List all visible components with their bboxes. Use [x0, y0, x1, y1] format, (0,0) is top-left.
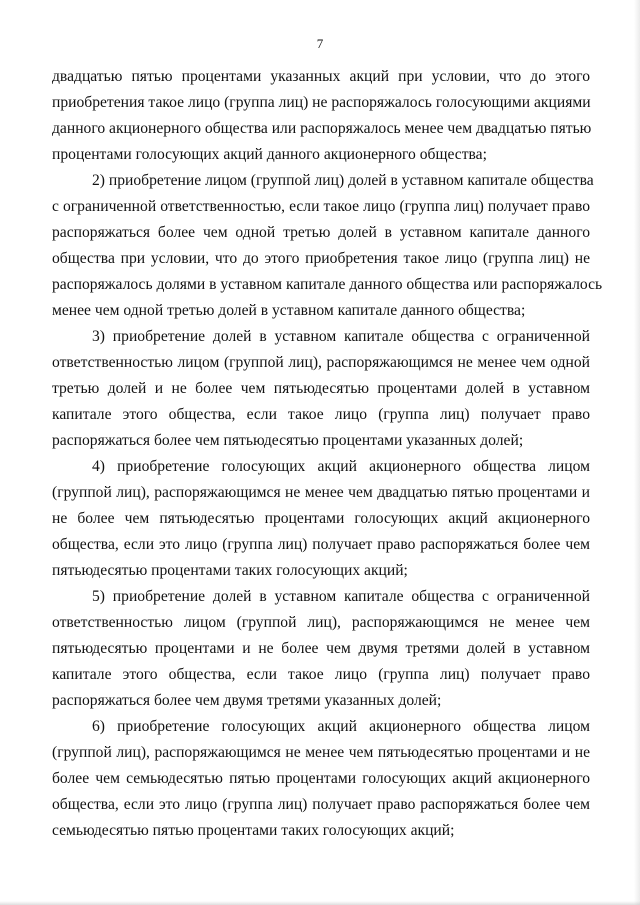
- text-line: менее чем одной третью долей в уставном капитале данного общества;: [52, 302, 526, 319]
- text-line: пятьюдесятью процентами и не более чем двумя третями долей в уставном: [52, 640, 590, 657]
- paragraph-continuation: [52, 64, 590, 168]
- paragraph-item-2: [52, 168, 603, 324]
- text-line: 2) приобретение лицом (группой лиц) долей в уставном капитале общества: [92, 172, 594, 189]
- text-line: 4) приобретение голосующих акций акционерного общества лицом: [92, 458, 590, 475]
- page-edge-shadow: [634, 0, 640, 905]
- page-bottom-shadow: [0, 901, 640, 905]
- text-line: более чем семьюдесятью пятью процентами голосующих акций акционерного: [52, 770, 590, 787]
- paragraph-item-6: [52, 714, 590, 844]
- text-line: распоряжаться более чем двумя третями указанных долей;: [52, 692, 442, 709]
- text-line: приобретения такое лицо (группа лиц) не распоряжалось голосующими акциями: [52, 94, 591, 111]
- text-line: распоряжалось долями в уставном капитале данного общества или распоряжалось: [52, 276, 603, 293]
- paragraph-item-4: [52, 454, 590, 584]
- paragraph-item-5: [52, 584, 590, 714]
- text-line: распоряжаться более чем одной третью долей в уставном капитале данного: [52, 224, 590, 241]
- text-line: процентами голосующих акций данного акционерного общества;: [52, 146, 487, 163]
- text-line: 3) приобретение долей в уставном капитале общества с ограниченной: [92, 328, 590, 345]
- text-line: ответственностью лицом (группой лиц), распоряжающимся не менее чем: [52, 614, 590, 631]
- text-line: общества, если это лицо (группа лиц) получает право распоряжаться более чем: [52, 536, 590, 553]
- text-line: общества, если это лицо (группа лиц) получает право распоряжаться более чем: [52, 796, 590, 813]
- text-line: с ограниченной ответственностью, если такое лицо (группа лиц) получает право: [52, 198, 590, 215]
- text-line: пятьюдесятью процентами таких голосующих акций;: [52, 562, 408, 579]
- text-line: капитале этого общества, если такое лицо (группа лиц) получает право: [52, 666, 590, 683]
- text-line: (группой лиц), распоряжающимся не менее чем двадцатью пятью процентами и: [52, 484, 590, 501]
- text-line: 6) приобретение голосующих акций акционерного общества лицом: [92, 718, 590, 735]
- text-line: 5) приобретение долей в уставном капитале общества с ограниченной: [92, 588, 590, 605]
- text-line: семьюдесятью пятью процентами таких голосующих акций;: [52, 822, 455, 839]
- text-line: общества при условии, что до этого приобретения такое лицо (группа лиц) не: [52, 250, 590, 267]
- text-line: двадцатью пятью процентами указанных акций при условии, что до этого: [52, 68, 590, 85]
- text-line: (группой лиц), распоряжающимся не менее чем пятьюдесятью процентами и не: [52, 744, 590, 761]
- document-body: [52, 64, 603, 844]
- text-line: капитале этого общества, если такое лицо (группа лиц) получает право: [52, 406, 590, 423]
- text-line: распоряжаться более чем пятьюдесятью процентами указанных долей;: [52, 432, 524, 449]
- text-line: не более чем пятьюдесятью процентами голосующих акций акционерного: [52, 510, 590, 527]
- text-line: ответственностью лицом (группой лиц), распоряжающимся не менее чем одной: [52, 354, 590, 371]
- text-line: третью долей и не более чем пятьюдесятью процентами долей в уставном: [52, 380, 590, 397]
- paragraph-item-3: [52, 324, 590, 454]
- text-line: данного акционерного общества или распоряжалось менее чем двадцатью пятью: [52, 120, 592, 137]
- page-number: 7: [316, 36, 324, 51]
